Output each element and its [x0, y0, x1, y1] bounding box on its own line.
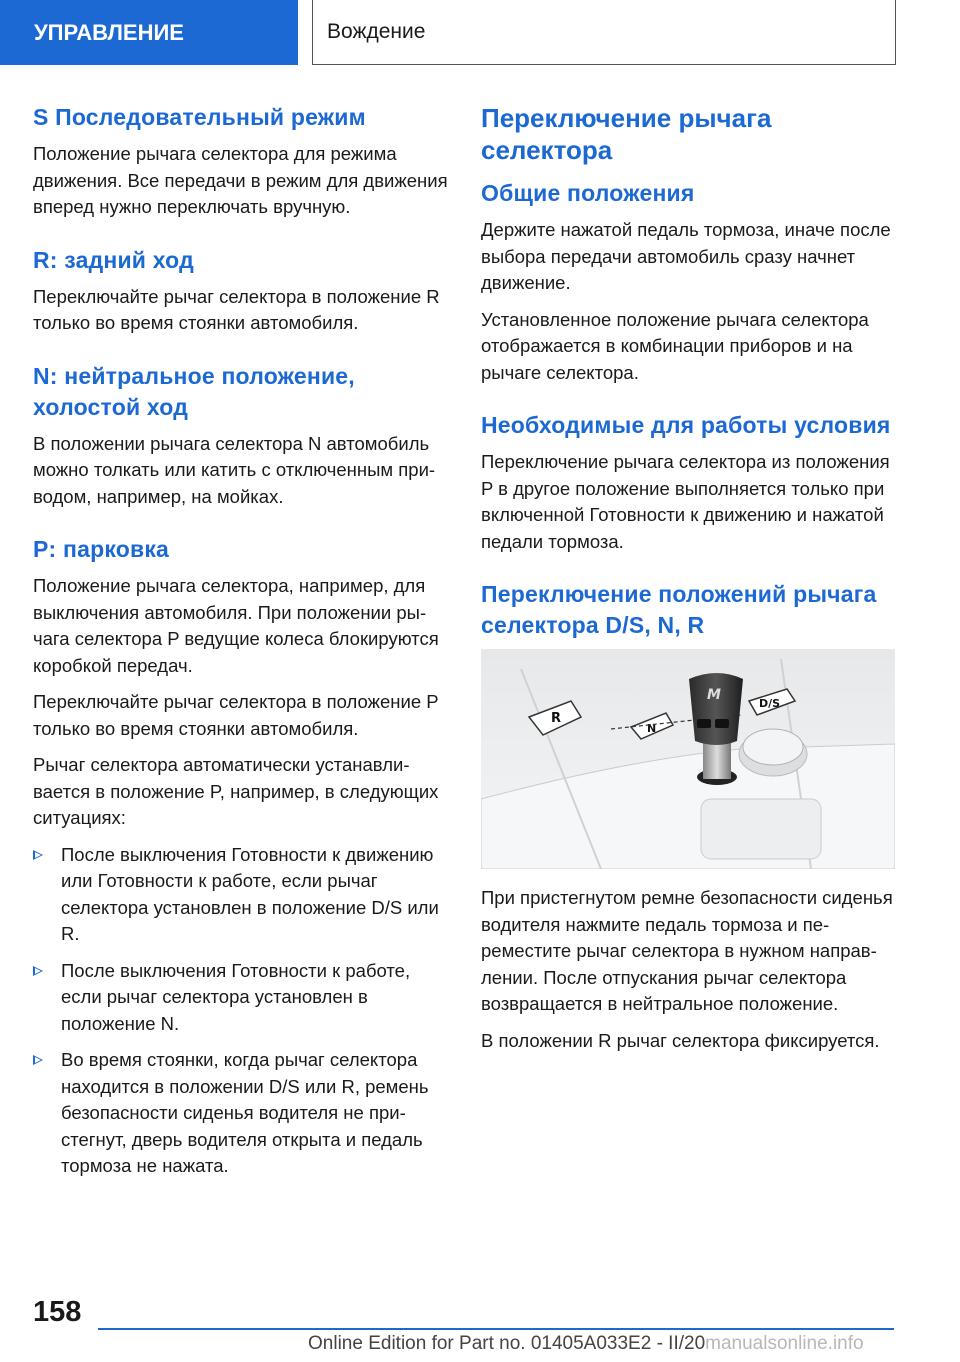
switch-title: Переключение положений рычага селектора D/S, N, R [481, 581, 877, 638]
s-mode-text: Положение рычага селектора для режима движения. Все передачи в режим для движения вперед нужно переключать вручную. [33, 143, 448, 217]
general-text-2: Установленное положение рычага селектора отображается в комбинации приборов и на рычаге селектора. [481, 308, 869, 383]
switch-text-2: В положении R рычаг селектора фиксируется. [481, 1029, 880, 1051]
park-text-1: Положение рычага селектора, например, для выключения автомобиля. При положении рычага селектора P ведущие колеса блокируются коробкой передач. [33, 575, 439, 676]
triangle-bullet-icon [33, 1055, 43, 1065]
label-r: R [551, 711, 562, 726]
footer-edition: Online Edition for Part no. 01405A033E2 - II/20manualsonline.info [308, 1333, 864, 1354]
neutral-title: N: нейтральное положение, холостой ход [33, 362, 355, 420]
neutral-text: В положении рычага селектора N автомобиль можно толкать или катить с отключенным приводом, например, на мойках. [33, 432, 436, 507]
section-title: УПРАВЛЕНИЕ [34, 19, 184, 45]
chapter-title: Вождение [327, 20, 426, 43]
auto-park-list [33, 842, 451, 1180]
main-section-title: Переключение рычага селектора [481, 103, 772, 165]
reverse-text: Переключайте рычаг селектора в положение R только во время стоянки автомобиля. [33, 285, 440, 333]
right-column [481, 102, 901, 1064]
switch-text-1: При пристегнутом ремне безопасности сиденья водителя нажмите педаль тормоза и переместите рычаг селектора в нужном направлении. После отпускания рычаг селектора возвращается в нейтральное положение. [481, 887, 893, 1014]
page-number: 158 [33, 1296, 82, 1328]
list-item: После выключения Готовности к работе, если рычаг селектора установлен в положение N. [33, 958, 451, 1038]
general-title: Общие положения [481, 180, 695, 206]
park-text-3: Рычаг селектора автоматически устанавливается в положение P, например, в следующих ситуациях: [33, 754, 439, 828]
section-header [0, 0, 298, 65]
conditions-title: Необходимые для работы условия [481, 412, 891, 438]
list-item: После выключения Готовности к движению или Готовности к работе, если рычаг селектора установлен в положение D/S или R. [33, 842, 451, 948]
label-ds: D/S [759, 697, 781, 710]
m-logo: M [707, 687, 721, 703]
selector-lever-figure [481, 649, 895, 869]
triangle-bullet-icon [33, 850, 43, 860]
s-mode-title: S Последовательный режим [33, 104, 366, 130]
left-column [33, 102, 451, 1190]
park-text-2: Переключайте рычаг селектора в положение P только во время стоянки автомобиля. [33, 691, 439, 739]
reverse-title: R: задний ход [33, 246, 194, 273]
footer-watermark: manualsonline.info [705, 1333, 864, 1354]
label-n: N [647, 722, 657, 735]
list-item: Во время стоянки, когда рычаг селектора находится в положении D/S или R, ремень безопасности сиденья водителя не пристегнут, дверь водителя открыта и педаль тормоза не нажата. [33, 1047, 451, 1180]
park-title: P: парковка [33, 536, 170, 562]
gear-selector-illustration [481, 649, 895, 869]
conditions-text: Переключение рычага селектора из положения P в другое положение выполняется только при включенной Готовности к движению и нажатой педали тормоза. [481, 451, 890, 552]
chapter-header [312, 0, 896, 65]
triangle-bullet-icon [33, 966, 43, 976]
general-text-1: Держите нажатой педаль тормоза, иначе после выбора передачи автомобиль сразу начнет движение. [481, 219, 891, 293]
footer-divider [98, 1328, 894, 1330]
